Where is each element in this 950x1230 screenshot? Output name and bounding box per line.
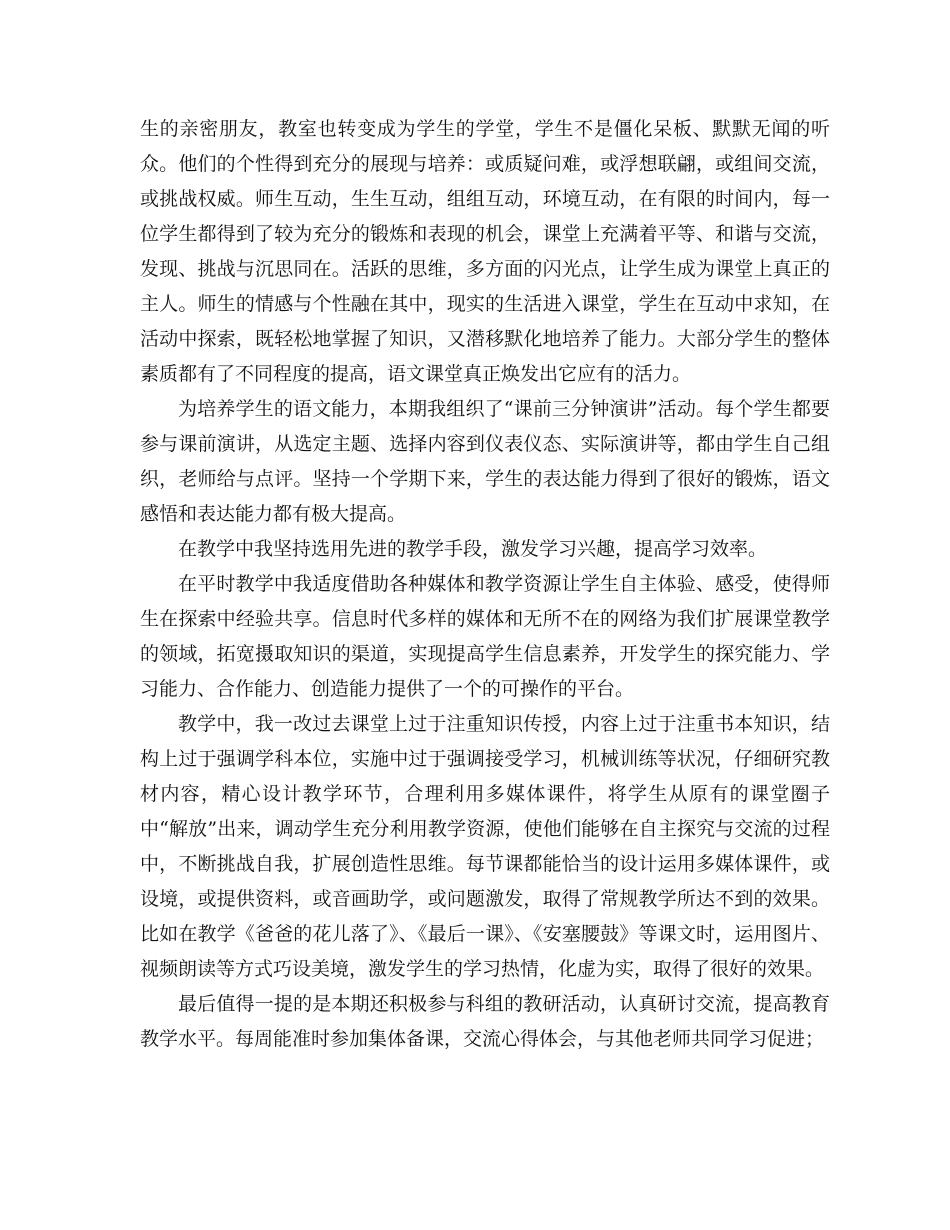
paragraph-2: 为培养学生的语文能力，本期我组织了“课前三分钟演讲”活动。每个学生都要参与课前演讲，从选定主题、选择内容到仪表仪态、实际演讲等，都由学生自己组织，老师给与点评。坚持一个学期下来，学生的表达能力得到了很好的锻炼，语文感悟和表达能力都有极大提高。 bbox=[140, 398, 830, 525]
paragraph-3: 在教学中我坚持选用先进的教学手段，激发学习兴趣，提高学习效率。 bbox=[178, 538, 768, 560]
paragraph-6: 最后值得一提的是本期还积极参与科组的教研活动，认真研讨交流，提高教育教学水平。每周能准时参加集体备课，交流心得体会，与其他老师共同学习促进； bbox=[140, 993, 830, 1050]
paragraph-4: 在平时教学中我适度借助各种媒体和教学资源让学生自主体验、感受，使得师生在探索中经验共享。信息时代多样的媒体和无所不在的网络为我们扩展课堂教学的领域，拓宽摄取知识的渠道，实现提高学生信息素养，开发学生的探究能力、学习能力、合作能力、创造能力提供了一个的可操作的平台。 bbox=[140, 573, 830, 700]
paragraph-5: 教学中，我一改过去课堂上过于注重知识传授，内容上过于注重书本知识，结构上过于强调学科本位，实施中过于强调接受学习，机械训练等状况，仔细研究教材内容，精心设计教学环节，合理利用多媒体课件，将学生从原有的课堂圈子中“解放”出来，调动学生充分利用教学资源，使他们能够在自主探究与交流的过程中，不断挑战自我，扩展创造性思维。每节课都能恰当的设计运用多媒体课件，或设境，或提供资料，或音画助学，或问题激发，取得了常规教学所达不到的效果。比如在教学《爸爸的花儿落了》、《最后一课》、《安塞腰鼓》等课文时，运用图片、视频朗读等方式巧设美境，激发学生的学习热情，化虚为实，取得了很好的效果。 bbox=[140, 713, 830, 980]
document-body bbox=[140, 112, 830, 1057]
paragraph-1: 生的亲密朋友，教室也转变成为学生的学堂，学生不是僵化呆板、默默无闻的听众。他们的个性得到充分的展现与培养：或质疑问难，或浮想联翩，或组间交流，或挑战权威。师生互动，生生互动，组组互动，环境互动，在有限的时间内，每一位学生都得到了较为充分的锻炼和表现的机会，课堂上充满着平等、和谐与交流，发现、挑战与沉思同在。活跃的思维，多方面的闪光点，让学生成为课堂上真正的主人。师生的情感与个性融在其中，现实的生活进入课堂，学生在互动中求知，在活动中探索，既轻松地掌握了知识，又潜移默化地培养了能力。大部分学生的整体素质都有了不同程度的提高，语文课堂真正焕发出它应有的活力。 bbox=[140, 118, 830, 385]
